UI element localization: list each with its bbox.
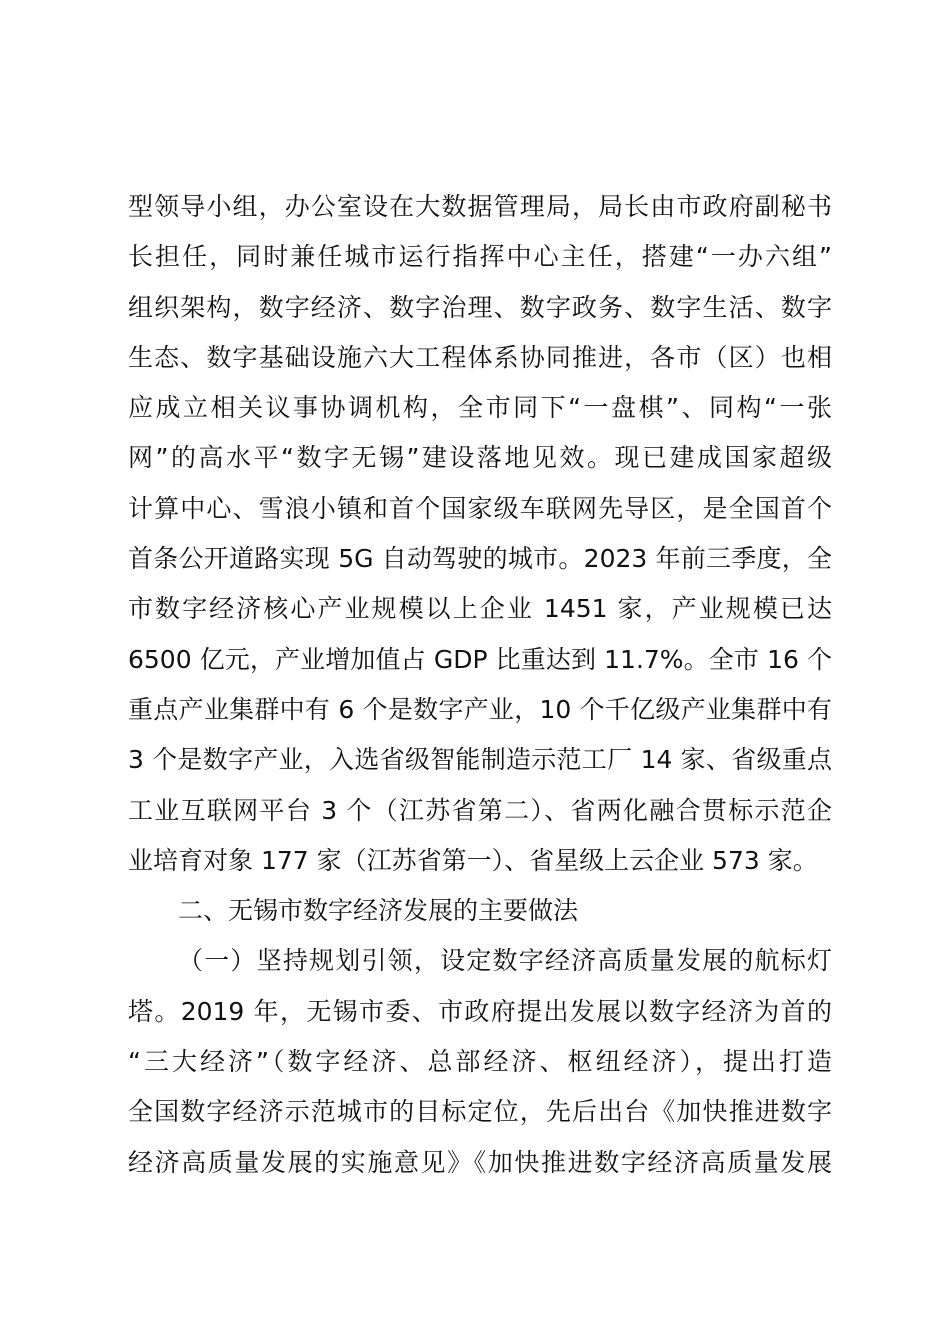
text-line: 应成立相关议事协调机构，全市同下“一盘棋”、同构“一张 bbox=[128, 393, 832, 423]
text-line: 市数字经济核心产业规模以上企业 1451 家，产业规模已达 bbox=[128, 594, 832, 624]
text-line: 工业互联网平台 3 个（江苏省第二）、省两化融合贯标示范企 bbox=[128, 795, 832, 825]
text-line: 网”的高水平“数字无锡”建设落地见效。现已建成国家超级 bbox=[128, 443, 832, 473]
text-line: 首条公开道路实现 5G 自动驾驶的城市。2023 年前三季度，全 bbox=[128, 544, 832, 574]
text-line: 生态、数字基础设施六大工程体系协同推进，各市（区）也相 bbox=[128, 342, 832, 372]
text-line: 塔。2019 年，无锡市委、市政府提出发展以数字经济为首的 bbox=[128, 996, 832, 1026]
text-line: 重点产业集群中有 6 个是数字产业，10 个千亿级产业集群中有 bbox=[128, 694, 832, 724]
text-line: 计算中心、雪浪小镇和首个国家级车联网先导区，是全国首个 bbox=[128, 493, 832, 523]
text-line: 全国数字经济示范城市的目标定位，先后出台《加快推进数字 bbox=[128, 1097, 832, 1127]
text-line: 长担任，同时兼任城市运行指挥中心主任，搭建“一办六组” bbox=[128, 242, 832, 272]
text-line: 组织架构，数字经济、数字治理、数字政务、数字生活、数字 bbox=[128, 292, 832, 322]
text-line: 经济高质量发展的实施意见》《加快推进数字经济高质量发展 bbox=[128, 1147, 832, 1177]
section-heading: 二、无锡市数字经济发展的主要做法 bbox=[178, 896, 579, 926]
text-line: 6500 亿元，产业增加值占 GDP 比重达到 11.7%。全市 16 个 bbox=[128, 644, 832, 674]
text-line: 型领导小组，办公室设在大数据管理局，局长由市政府副秘书 bbox=[128, 192, 832, 221]
text-line: “三大经济”（数字经济、总部经济、枢纽经济），提出打造 bbox=[128, 1047, 832, 1077]
text-line: 3 个是数字产业，入选省级智能制造示范工厂 14 家、省级重点 bbox=[128, 745, 832, 775]
text-line: 业培育对象 177 家（江苏省第一）、省星级上云企业 573 家。 bbox=[128, 845, 818, 875]
subsection-heading: （一）坚持规划引领，设定数字经济高质量发展的航标灯 bbox=[178, 946, 832, 976]
body-text bbox=[128, 182, 832, 1188]
